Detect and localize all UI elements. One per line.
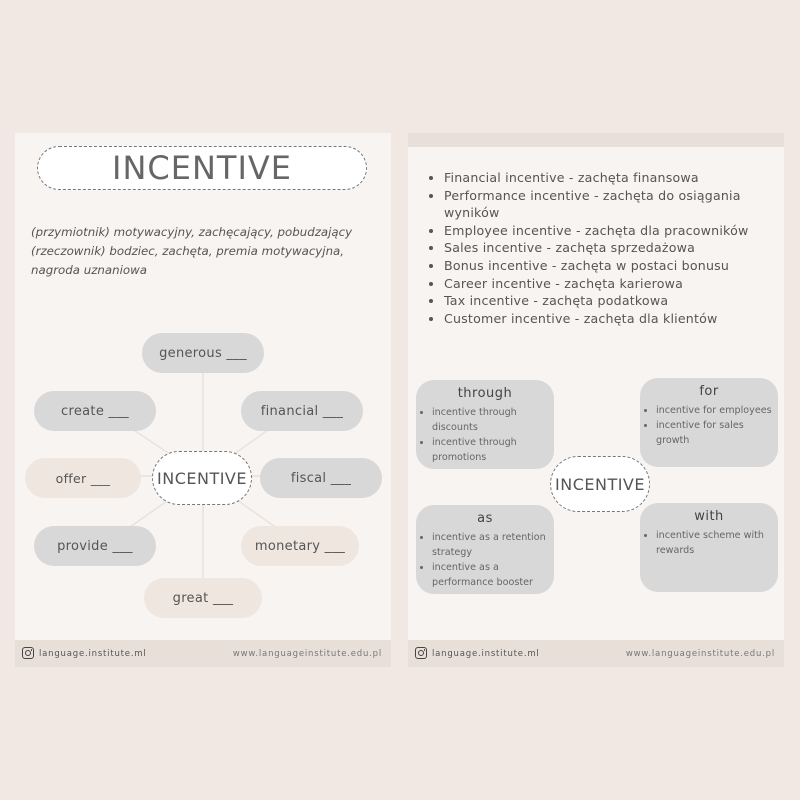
- collocation-monetary: monetary ___: [241, 526, 359, 566]
- list-item: • Bonus incentive - zachęta w postaci bonusu: [444, 257, 784, 275]
- collocation-offer: offer ___: [25, 458, 141, 498]
- center-word: INCENTIVE: [152, 451, 252, 505]
- preposition-title: for: [699, 384, 719, 399]
- list-item: • Tax incentive - zachęta podatkowa: [444, 292, 784, 310]
- definition-noun: (rzeczownik) bodziec, zachęta, premia motywacyjna, nagroda uznaniowa: [31, 244, 345, 277]
- page-title: INCENTIVE: [37, 146, 367, 190]
- left-page: [15, 133, 391, 667]
- list-item: • Sales incentive - zachęta sprzedażowa: [444, 239, 784, 257]
- website-url: www.languageinstitute.edu.pl: [232, 649, 382, 659]
- preposition-with: [640, 503, 778, 592]
- center-word: INCENTIVE: [550, 456, 650, 512]
- example-item: • incentive through discounts: [432, 405, 554, 435]
- preposition-through: [416, 380, 554, 469]
- example-item: • incentive scheme with rewards: [656, 528, 778, 558]
- right-page: [408, 133, 784, 667]
- instagram-handle: language.institute.ml: [432, 649, 540, 659]
- collocation-financial: financial ___: [241, 391, 363, 431]
- collocation-create: create ___: [34, 391, 156, 431]
- example-item: • incentive for sales growth: [656, 418, 778, 448]
- list-item: • Performance incentive - zachęta do osiągania wyników: [444, 187, 784, 222]
- preposition-for: [640, 378, 778, 467]
- list-item: • Financial incentive - zachęta finansowa: [444, 169, 784, 187]
- example-item: • incentive as a performance booster: [432, 560, 554, 590]
- collocation-fiscal: fiscal ___: [260, 458, 382, 498]
- top-band: [408, 133, 784, 147]
- list-item: • Customer incentive - zachęta dla klientów: [444, 310, 784, 328]
- list-item: • Employee incentive - zachęta dla pracowników: [444, 222, 784, 240]
- collocation-great: great ___: [144, 578, 262, 618]
- collocation-generous: generous ___: [142, 333, 264, 373]
- example-item: • incentive for employees: [656, 403, 778, 418]
- preposition-as: [416, 505, 554, 594]
- definition-adjective: (przymiotnik) motywacyjny, zachęcający, pobudzający: [31, 225, 353, 239]
- example-item: • incentive through promotions: [432, 435, 554, 465]
- example-item: • incentive as a retention strategy: [432, 530, 554, 560]
- list-item: • Career incentive - zachęta karierowa: [444, 275, 784, 293]
- collocation-provide: provide ___: [34, 526, 156, 566]
- footer: [408, 640, 784, 667]
- collocation-list: [424, 169, 784, 327]
- website-url: www.languageinstitute.edu.pl: [625, 649, 775, 659]
- preposition-title: with: [694, 509, 724, 524]
- instagram-icon: [22, 647, 34, 659]
- instagram-icon: [415, 647, 427, 659]
- footer: [15, 640, 391, 667]
- preposition-title: through: [457, 386, 513, 401]
- preposition-title: as: [477, 511, 493, 526]
- instagram-handle: language.institute.ml: [39, 649, 147, 659]
